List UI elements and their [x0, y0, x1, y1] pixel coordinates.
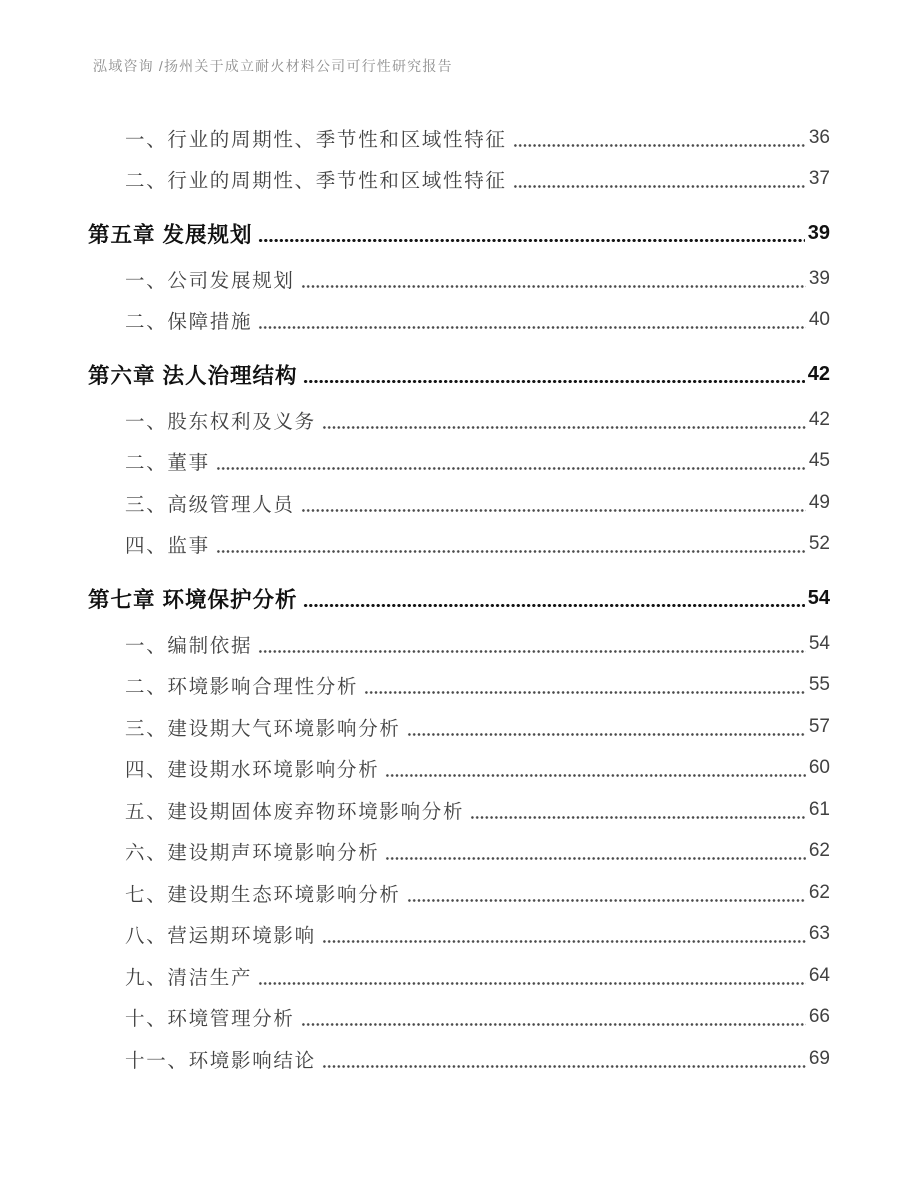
toc-item-entry[interactable] — [88, 748, 830, 790]
toc-entry-label: 二、董事 — [125, 452, 210, 475]
toc-item-entry[interactable] — [88, 872, 830, 914]
toc-entry-page-number: 54 — [808, 632, 830, 654]
toc-item-entry[interactable] — [88, 258, 830, 300]
toc-chapter-entry[interactable] — [88, 577, 830, 619]
dot-leader — [258, 300, 806, 342]
toc-item-entry[interactable] — [88, 706, 830, 748]
toc-entry-page-number: 36 — [808, 126, 830, 148]
dot-leader — [216, 524, 806, 566]
toc-item-entry[interactable] — [88, 117, 830, 159]
toc-chapter-entry[interactable] — [88, 212, 830, 254]
dot-leader — [385, 748, 805, 790]
toc-item-entry[interactable] — [88, 831, 830, 873]
toc-entry-label: 二、行业的周期性、季节性和区域性特征 — [125, 170, 507, 193]
dot-leader — [322, 914, 806, 956]
toc-entry-label: 七、建设期生态环境影响分析 — [125, 883, 401, 906]
dot-leader — [513, 159, 806, 201]
toc-entry-label: 二、保障措施 — [125, 311, 253, 334]
toc-item-entry[interactable] — [88, 997, 830, 1039]
toc-entry-label: 八、营运期环境影响 — [125, 925, 316, 948]
toc-entry-page-number: 37 — [808, 168, 830, 190]
dot-leader — [470, 789, 806, 831]
toc-entry-label: 六、建设期声环境影响分析 — [125, 842, 380, 865]
dot-leader — [258, 212, 804, 254]
toc-entry-page-number: 60 — [808, 757, 830, 779]
toc-entry-label: 三、建设期大气环境影响分析 — [125, 717, 401, 740]
toc-item-entry[interactable] — [88, 955, 830, 997]
dot-leader — [258, 623, 806, 665]
toc-entry-page-number: 62 — [808, 881, 830, 903]
toc-entry-label: 一、股东权利及义务 — [125, 410, 316, 433]
dot-leader — [322, 1038, 806, 1080]
dot-leader — [303, 353, 804, 395]
toc-entry-page-number: 54 — [807, 586, 830, 609]
dot-leader — [407, 706, 806, 748]
dot-leader — [513, 117, 806, 159]
toc-entry-page-number: 40 — [808, 309, 830, 331]
toc-entry-page-number: 62 — [808, 840, 830, 862]
toc-item-entry[interactable] — [88, 399, 830, 441]
toc-entry-label: 四、建设期水环境影响分析 — [125, 759, 380, 782]
table-of-contents — [88, 117, 830, 1080]
toc-item-entry[interactable] — [88, 300, 830, 342]
dot-leader — [258, 955, 806, 997]
dot-leader — [303, 577, 804, 619]
toc-entry-page-number: 42 — [807, 362, 830, 385]
toc-item-entry[interactable] — [88, 789, 830, 831]
toc-entry-label: 九、清洁生产 — [125, 966, 253, 989]
toc-entry-label: 第六章 法人治理结构 — [88, 363, 298, 388]
toc-entry-page-number: 39 — [807, 221, 830, 244]
dot-leader — [301, 258, 806, 300]
toc-entry-page-number: 57 — [808, 715, 830, 737]
toc-entry-page-number: 61 — [808, 798, 830, 820]
toc-entry-page-number: 63 — [808, 923, 830, 945]
dot-leader — [364, 665, 806, 707]
toc-item-entry[interactable] — [88, 524, 830, 566]
toc-entry-page-number: 52 — [808, 533, 830, 555]
document-header-text: 泓域咨询 /扬州关于成立耐火材料公司可行性研究报告 — [93, 58, 453, 74]
toc-item-entry[interactable] — [88, 441, 830, 483]
toc-item-entry[interactable] — [88, 914, 830, 956]
toc-chapter-entry[interactable] — [88, 353, 830, 395]
toc-entry-label: 二、环境影响合理性分析 — [125, 676, 359, 699]
toc-entry-page-number: 69 — [808, 1047, 830, 1069]
toc-entry-page-number: 45 — [808, 450, 830, 472]
toc-entry-page-number: 49 — [808, 491, 830, 513]
document-header — [93, 56, 453, 76]
toc-item-entry[interactable] — [88, 1038, 830, 1080]
dot-leader — [407, 872, 806, 914]
toc-entry-page-number: 66 — [808, 1006, 830, 1028]
toc-item-entry[interactable] — [88, 623, 830, 665]
toc-entry-page-number: 42 — [808, 408, 830, 430]
toc-entry-label: 三、高级管理人员 — [125, 493, 295, 516]
toc-entry-page-number: 55 — [808, 674, 830, 696]
toc-entry-label: 第五章 发展规划 — [88, 222, 253, 247]
dot-leader — [385, 831, 805, 873]
toc-entry-label: 四、监事 — [125, 535, 210, 558]
toc-entry-label: 第七章 环境保护分析 — [88, 587, 298, 612]
toc-entry-label: 十一、环境影响结论 — [125, 1049, 316, 1072]
dot-leader — [301, 482, 806, 524]
toc-item-entry[interactable] — [88, 665, 830, 707]
toc-entry-label: 五、建设期固体废弃物环境影响分析 — [125, 800, 465, 823]
dot-leader — [322, 399, 806, 441]
dot-leader — [216, 441, 806, 483]
toc-entry-page-number: 39 — [808, 267, 830, 289]
toc-item-entry[interactable] — [88, 159, 830, 201]
toc-entry-page-number: 64 — [808, 964, 830, 986]
toc-entry-label: 一、编制依据 — [125, 634, 253, 657]
toc-entry-label: 一、行业的周期性、季节性和区域性特征 — [125, 128, 507, 151]
dot-leader — [301, 997, 806, 1039]
toc-item-entry[interactable] — [88, 482, 830, 524]
toc-entry-label: 十、环境管理分析 — [125, 1008, 295, 1031]
toc-entry-label: 一、公司发展规划 — [125, 269, 295, 292]
